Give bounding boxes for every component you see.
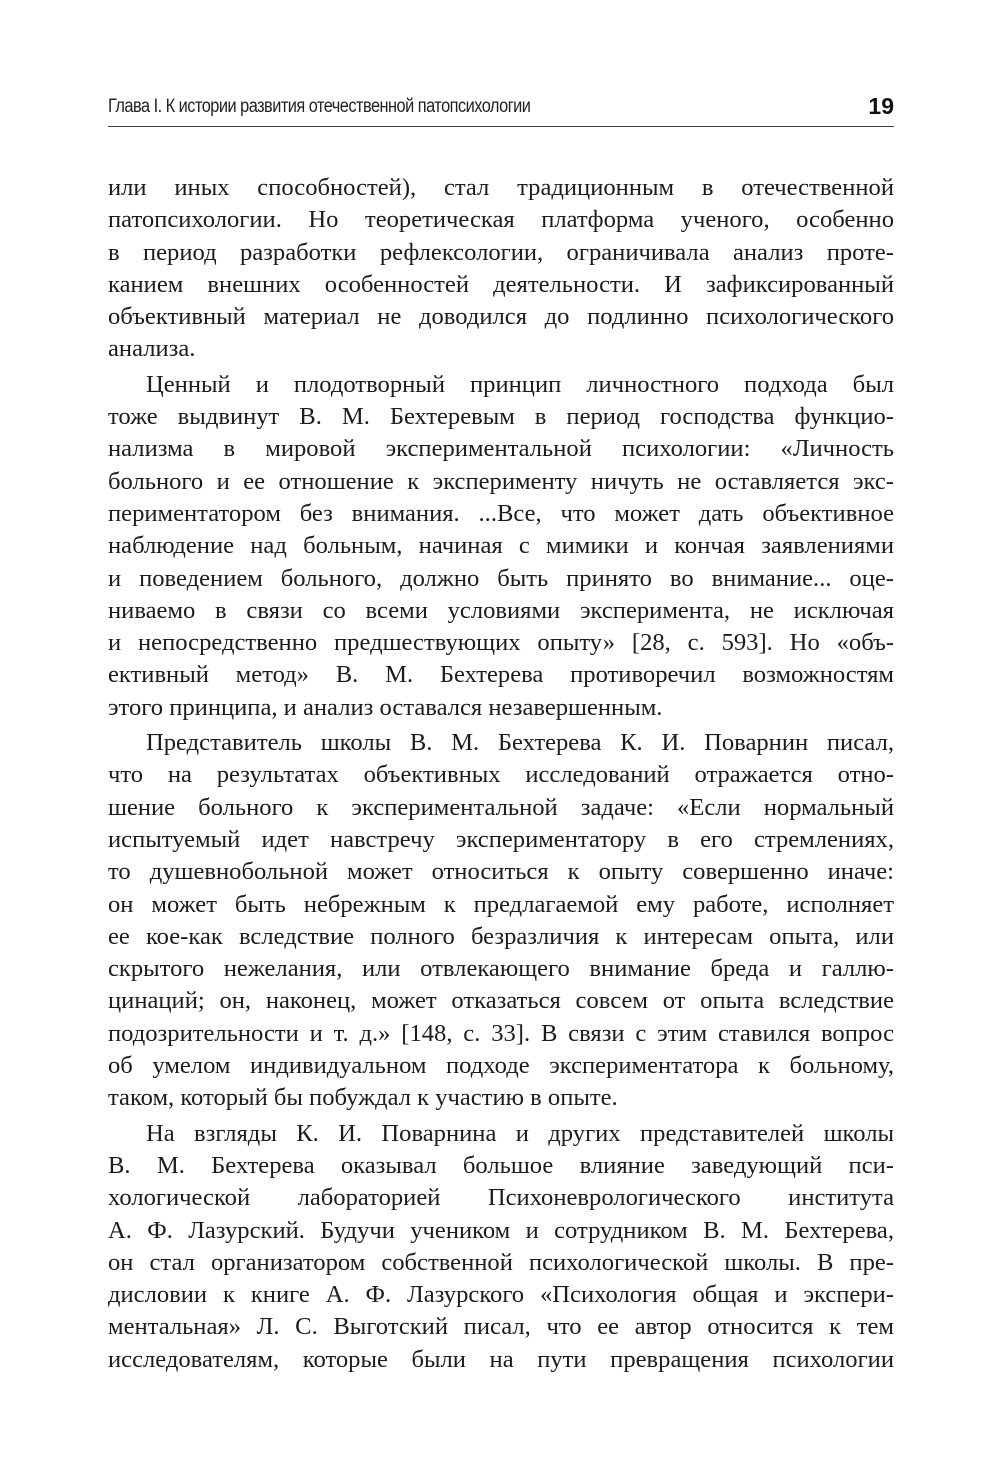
text-line: В. М. Бехтерева оказывал большое влияние заведующий пси- (108, 1151, 894, 1179)
text-line: патопсихологии. Но теоретическая платформа ученого, особенно (108, 206, 894, 234)
text-line: нализма в мировой экспериментальной психологии: «Личность (108, 435, 894, 463)
text-line: он стал организатором собственной психологической школы. В пре- (108, 1248, 894, 1276)
paragraph-1 (108, 172, 894, 366)
text-line: подозрительности и т. д.» [148, с. 33]. В связи с этим ставился вопрос (108, 1019, 894, 1047)
text-line: хологической лабораторией Психоневрологического института (108, 1184, 894, 1212)
text-line: объективный материал не доводился до подлинно психологического (108, 303, 894, 331)
text-line: ниваемо в связи со всеми условиями эксперимента, не исключая (108, 596, 894, 624)
text-line: этого принципа, и анализ оставался незавершенным. (108, 693, 663, 721)
text-line: он может быть небрежным к предлагаемой ему работе, исполняет (108, 890, 894, 918)
text-line: Представитель школы В. М. Бехтерева К. И. Поварнин писал, (146, 729, 894, 757)
paragraph-4 (108, 1118, 894, 1376)
text-line: ментальная» Л. С. Выготский писал, что ее автор относится к тем (108, 1313, 894, 1341)
text-line: и непосредственно предшествующих опыту» [28, с. 593]. Но «объ- (108, 629, 894, 657)
page-number: 19 (868, 93, 894, 119)
text-line: или иных способностей), стал традиционным в отечественной (108, 174, 894, 201)
text-line: Ценный и плодотворный принцип личностного подхода был (146, 370, 894, 398)
body-text (108, 172, 894, 1379)
text-line: тоже выдвинут В. М. Бехтеревым в период господства функцио- (108, 403, 894, 431)
chapter-running-title: Глава I. К истории развития отечественной патопсихологии (108, 96, 531, 117)
text-line: дисловии к книге А. Ф. Лазурского «Психология общая и экспери- (108, 1281, 894, 1309)
text-line: в период разработки рефлексологии, ограничивала анализ проте- (108, 238, 894, 266)
text-line: периментатором без внимания. ...Все, что может дать объективное (108, 499, 894, 527)
text-line: скрытого нежелания, или отвлекающего внимание бреда и галлю- (108, 955, 894, 983)
text-line: наблюдение над больным, начиная с мимики и кончая заявлениями (108, 532, 894, 560)
text-line: исследователям, которые были на пути превращения психологии (108, 1345, 894, 1373)
text-line: ее кое-как вследствие полного безразличия к интересам опыта, или (108, 922, 894, 950)
text-line: таком, который бы побуждал к участию в опыте. (108, 1084, 618, 1112)
text-line: и поведением больного, должно быть принято во внимание... оце- (108, 564, 894, 592)
text-line: канием внешних особенностей деятельности. И зафиксированный (108, 270, 894, 298)
text-line: испытуемый идет навстречу экспериментатору в его стремлениях, (108, 825, 894, 853)
paragraph-3 (108, 727, 894, 1115)
text-line: шение больного к экспериментальной задаче: «Если нормальный (108, 793, 894, 821)
text-line: больного и ее отношение к эксперименту ничуть не оставляется экс- (108, 467, 894, 495)
paragraph-2 (108, 369, 894, 724)
text-line: ективный метод» В. М. Бехтерева противоречил возможностям (108, 661, 894, 689)
text-line: об умелом индивидуальном подходе экспериментатора к больному, (108, 1052, 894, 1080)
text-line: цинаций; он, наконец, может отказаться совсем от опыта вследствие (108, 987, 894, 1015)
text-line: А. Ф. Лазурский. Будучи учеником и сотрудником В. М. Бехтерева, (108, 1216, 894, 1244)
running-header (108, 92, 894, 127)
text-line: анализа. (108, 335, 196, 363)
text-line: то душевнобольной может относиться к опыту совершенно иначе: (108, 858, 894, 886)
text-line: что на результатах объективных исследований отражается отно- (108, 761, 894, 789)
text-line: На взгляды К. И. Поварнина и других представителей школы (146, 1119, 894, 1147)
